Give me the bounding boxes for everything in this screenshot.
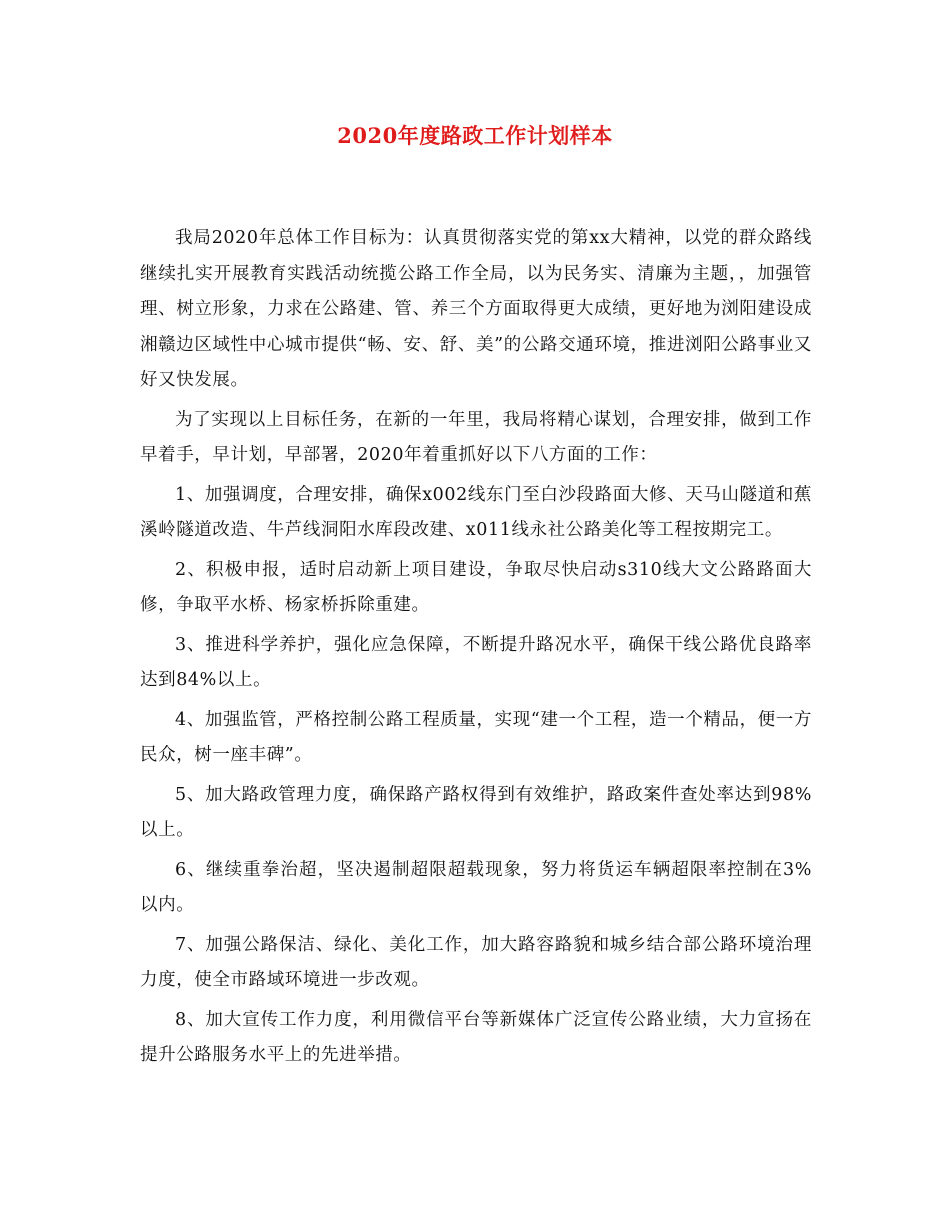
document-body (140, 221, 812, 1078)
paragraph-item-4: 4、加强监管，严格控制公路工程质量，实现“建一个工程，造一个精品，便一方民众，树一座丰碑”。 (140, 709, 812, 765)
document-title: 2020年度路政工作计划样本 (337, 123, 613, 148)
paragraph-item-6: 6、继续重拳治超，坚决遏制超限超载现象，努力将货运车辆超限率控制在3%以内。 (140, 859, 812, 915)
paragraph-item-1: 1、加强调度，合理安排，确保x002线东门至白沙段路面大修、天马山隧道和蕉溪岭隧道改造、牛芦线洞阳水库段改建、x011线永社公路美化等工程按期完工。 (140, 484, 812, 540)
paragraph-item-3: 3、推进科学养护，强化应急保障，不断提升路况水平，确保干线公路优良路率达到84%以上。 (140, 634, 812, 690)
paragraph-item-8: 8、加大宣传工作力度，利用微信平台等新媒体广泛宣传公路业绩，大力宣扬在提升公路服务水平上的先进举措。 (140, 1009, 812, 1065)
paragraph-goal: 我局2020年总体工作目标为：认真贯彻落实党的第xx大精神，以党的群众路线继续扎实开展教育实践活动统揽公路工作全局，以为民务实、清廉为主题，，加强管理、树立形象，力求在公路建、管、养三个方面取得更大成绩，更好地为浏阳建设成湘赣边区域性中心城市提供“畅、安、舒、美”的公路交通环境，推进浏阳公路事业又好又快发展。 (140, 228, 812, 390)
paragraph-intro: 为了实现以上目标任务，在新的一年里，我局将精心谋划，合理安排，做到工作早着手，早计划，早部署，2020年着重抓好以下八方面的工作： (140, 409, 812, 465)
paragraph-item-2: 2、积极申报，适时启动新上项目建设，争取尽快启动s310线大文公路路面大修，争取平水桥、杨家桥拆除重建。 (140, 559, 812, 615)
paragraph-item-5: 5、加大路政管理力度，确保路产路权得到有效维护，路政案件查处率达到98%以上。 (140, 784, 812, 840)
paragraph-item-7: 7、加强公路保洁、绿化、美化工作，加大路容路貌和城乡结合部公路环境治理力度，使全市路域环境进一步改观。 (140, 934, 812, 990)
